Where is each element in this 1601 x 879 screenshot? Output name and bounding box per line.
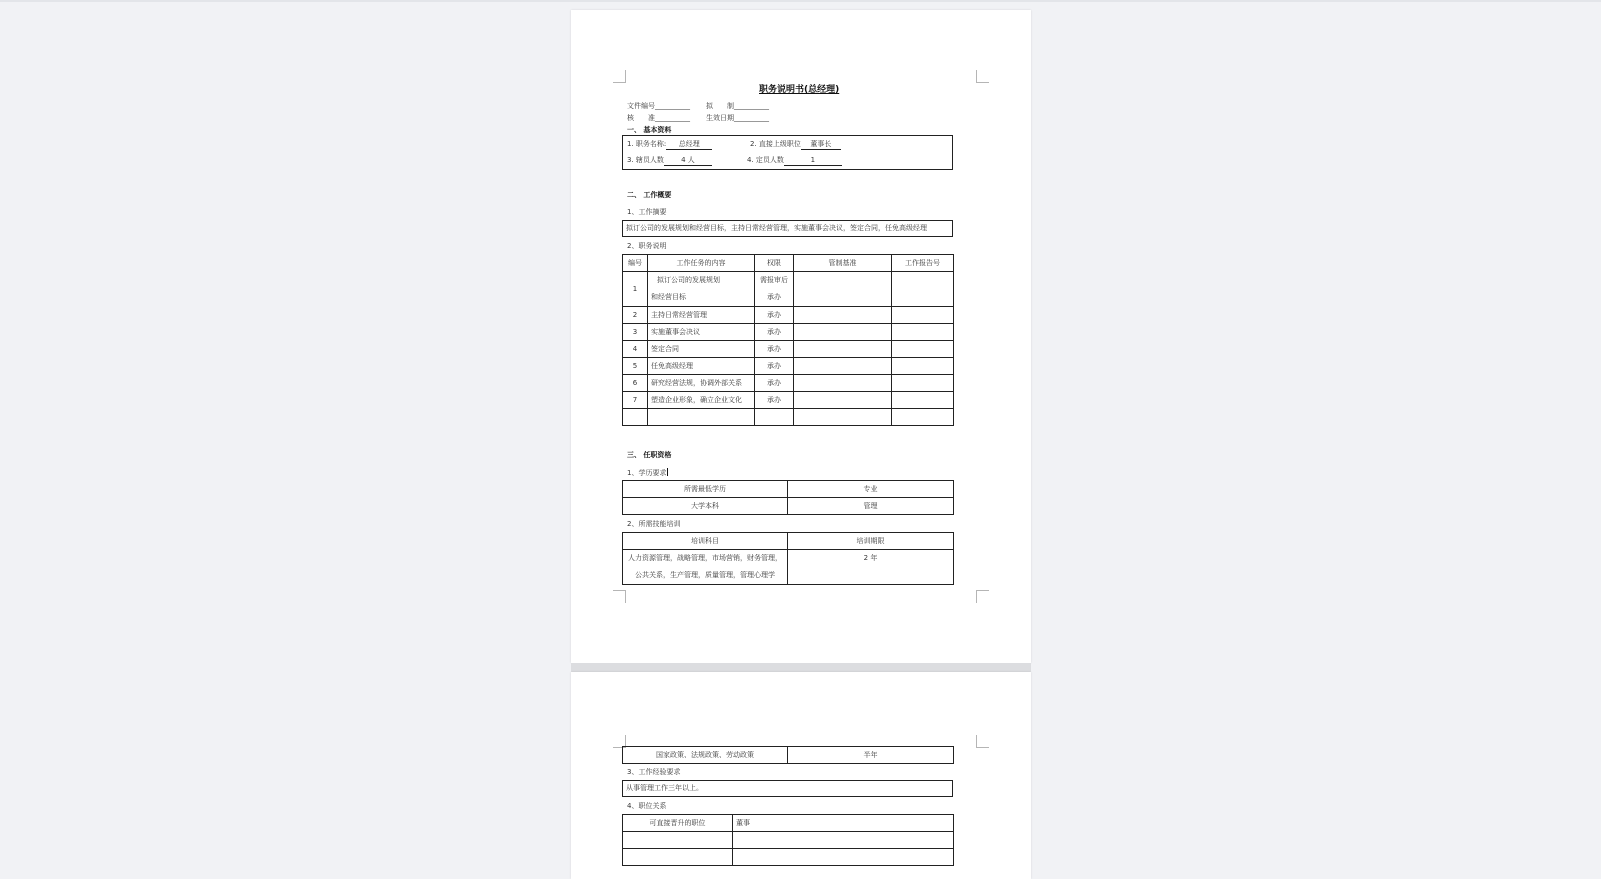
section-3-heading: 三、 任职资格 — [627, 451, 672, 459]
header-no: 编号 — [623, 255, 648, 272]
row-control — [794, 272, 892, 307]
row-authority: 承办 — [755, 392, 794, 409]
auth-line-1: 需报审后 — [760, 276, 788, 284]
table-row — [623, 341, 954, 358]
row-no: 3 — [623, 324, 648, 341]
header-authority: 权限 — [755, 255, 794, 272]
train-period-value: 2 年 — [788, 550, 954, 585]
doc-no-value: __________ — [655, 102, 690, 110]
superior — [750, 140, 841, 150]
row-control — [794, 324, 892, 341]
train-subject-value — [623, 550, 788, 585]
row-report — [892, 341, 954, 358]
section-2-heading: 二、 工作概要 — [627, 191, 672, 199]
margin-corner-top-left — [613, 70, 626, 83]
prepare-label: 拟 制 — [706, 102, 734, 110]
row-report — [892, 392, 954, 409]
experience-box — [622, 780, 953, 797]
margin-corner-top-right — [976, 735, 989, 748]
document-page-1 — [571, 10, 1031, 663]
effective-value: __________ — [734, 114, 769, 122]
row-authority — [755, 272, 794, 307]
margin-corner-bottom-right — [976, 590, 989, 603]
duties-table — [622, 254, 954, 426]
row-task: 研究经营法规，协调外部关系 — [648, 375, 755, 392]
row-no: 7 — [623, 392, 648, 409]
duties-label: 2、职务说明 — [627, 242, 667, 250]
task-line-2: 和经营目标 — [651, 293, 686, 301]
quota — [747, 156, 842, 166]
header-control-standard: 管制基准 — [794, 255, 892, 272]
train-header-period: 培训期限 — [788, 533, 954, 550]
row-task: 塑造企业形象，确立企业文化 — [648, 392, 755, 409]
table-row — [623, 375, 954, 392]
job-name — [627, 140, 712, 150]
meta-review — [627, 114, 690, 123]
work-summary-text: 拟订公司的发展规划和经营目标，主持日常经营管理，实施董事会决议，签定合同，任免高级经理 — [626, 224, 927, 232]
margin-corner-top-right — [976, 70, 989, 83]
table-row-empty — [623, 849, 954, 866]
experience-text: 从事管理工作三年以上。 — [626, 784, 703, 792]
table-row — [623, 272, 954, 307]
staff-count-value: 4 人 — [664, 156, 712, 166]
train-header-subject: 培训科目 — [623, 533, 788, 550]
table-row — [623, 747, 954, 764]
training-table — [622, 532, 954, 585]
row-authority: 承办 — [755, 341, 794, 358]
row-task: 实施董事会决议 — [648, 324, 755, 341]
table-row — [623, 358, 954, 375]
table-row — [623, 815, 954, 832]
training-continued-table — [622, 746, 954, 764]
basic-info-box — [622, 135, 953, 170]
train-subject-line-2: 公共关系，生产管理，质量管理，管理心理学 — [635, 571, 775, 579]
experience-label: 3、工作经验要求 — [627, 768, 681, 776]
row-no: 5 — [623, 358, 648, 375]
train-subject-value: 国家政策、法规政策、劳动政策 — [623, 747, 788, 764]
table-row — [623, 498, 954, 515]
text-cursor — [667, 468, 668, 476]
doc-no-label: 文件编号 — [627, 102, 655, 110]
document-page-2 — [571, 672, 1031, 879]
superior-label: 2. 直接上级职位 — [750, 140, 801, 148]
relationship-label: 4、职位关系 — [627, 802, 667, 810]
meta-prepare — [706, 102, 769, 111]
meta-effective-date — [706, 114, 769, 123]
viewer-top-bar — [0, 0, 1601, 2]
row-report — [892, 272, 954, 307]
row-authority: 承办 — [755, 375, 794, 392]
table-row — [623, 533, 954, 550]
task-line-1: 拟订公司的发展规划 — [657, 276, 720, 284]
row-no: 4 — [623, 341, 648, 358]
row-authority: 承办 — [755, 307, 794, 324]
job-name-value: 总经理 — [666, 140, 712, 150]
relationship-table — [622, 814, 954, 866]
row-authority: 承办 — [755, 324, 794, 341]
training-label: 2、所需技能培训 — [627, 520, 681, 528]
row-report — [892, 375, 954, 392]
edu-header-degree: 所需最低学历 — [623, 481, 788, 498]
effective-label: 生效日期 — [706, 114, 734, 122]
train-period-value: 半年 — [788, 747, 954, 764]
table-row — [623, 550, 954, 585]
row-report — [892, 307, 954, 324]
meta-doc-no — [627, 102, 690, 111]
table-row — [623, 307, 954, 324]
train-subject-line-1: 人力资源管理，战略管理，市场营销，财务管理， — [628, 554, 782, 562]
row-no: 1 — [623, 272, 648, 307]
row-control — [794, 375, 892, 392]
page-gap — [571, 663, 1031, 672]
work-summary-label: 1、工作摘要 — [627, 208, 667, 216]
row-report — [892, 324, 954, 341]
table-row — [623, 324, 954, 341]
section-1-heading: 一、 基本资料 — [627, 126, 672, 134]
row-no: 6 — [623, 375, 648, 392]
header-task: 工作任务的内容 — [648, 255, 755, 272]
work-summary-box — [622, 220, 953, 237]
job-name-label: 1. 职务名称: — [627, 140, 667, 148]
education-table — [622, 480, 954, 515]
document-title: 职务说明书(总经理) — [759, 85, 840, 95]
edu-header-major: 专业 — [788, 481, 954, 498]
auth-line-2: 承办 — [767, 293, 781, 301]
education-label — [627, 468, 668, 478]
margin-corner-bottom-left — [613, 590, 626, 603]
promotion-value: 董事 — [733, 815, 954, 832]
row-task — [648, 272, 755, 307]
promotion-label: 可直接晋升的职位 — [623, 815, 733, 832]
row-control — [794, 341, 892, 358]
row-control — [794, 392, 892, 409]
row-control — [794, 358, 892, 375]
row-task: 主持日常经营管理 — [648, 307, 755, 324]
table-row-empty — [623, 832, 954, 849]
review-value: __________ — [655, 114, 690, 122]
edu-degree-value: 大学本科 — [623, 498, 788, 515]
table-row — [623, 392, 954, 409]
education-label-text: 1、学历要求 — [627, 469, 667, 477]
staff-count-label: 3. 辖员人数 — [627, 156, 664, 164]
prepare-value: __________ — [734, 102, 769, 110]
row-control — [794, 307, 892, 324]
quota-value: 1 — [784, 156, 842, 166]
duties-header-row — [623, 255, 954, 272]
row-no: 2 — [623, 307, 648, 324]
header-report-no: 工作报告号 — [892, 255, 954, 272]
row-task: 任免高级经理 — [648, 358, 755, 375]
superior-value: 董事长 — [801, 140, 841, 150]
review-label: 核 准 — [627, 114, 655, 122]
row-authority: 承办 — [755, 358, 794, 375]
staff-count — [627, 156, 712, 166]
table-row — [623, 481, 954, 498]
table-row-empty — [623, 409, 954, 426]
edu-major-value: 管理 — [788, 498, 954, 515]
row-report — [892, 358, 954, 375]
row-task: 签定合同 — [648, 341, 755, 358]
quota-label: 4. 定员人数 — [747, 156, 784, 164]
